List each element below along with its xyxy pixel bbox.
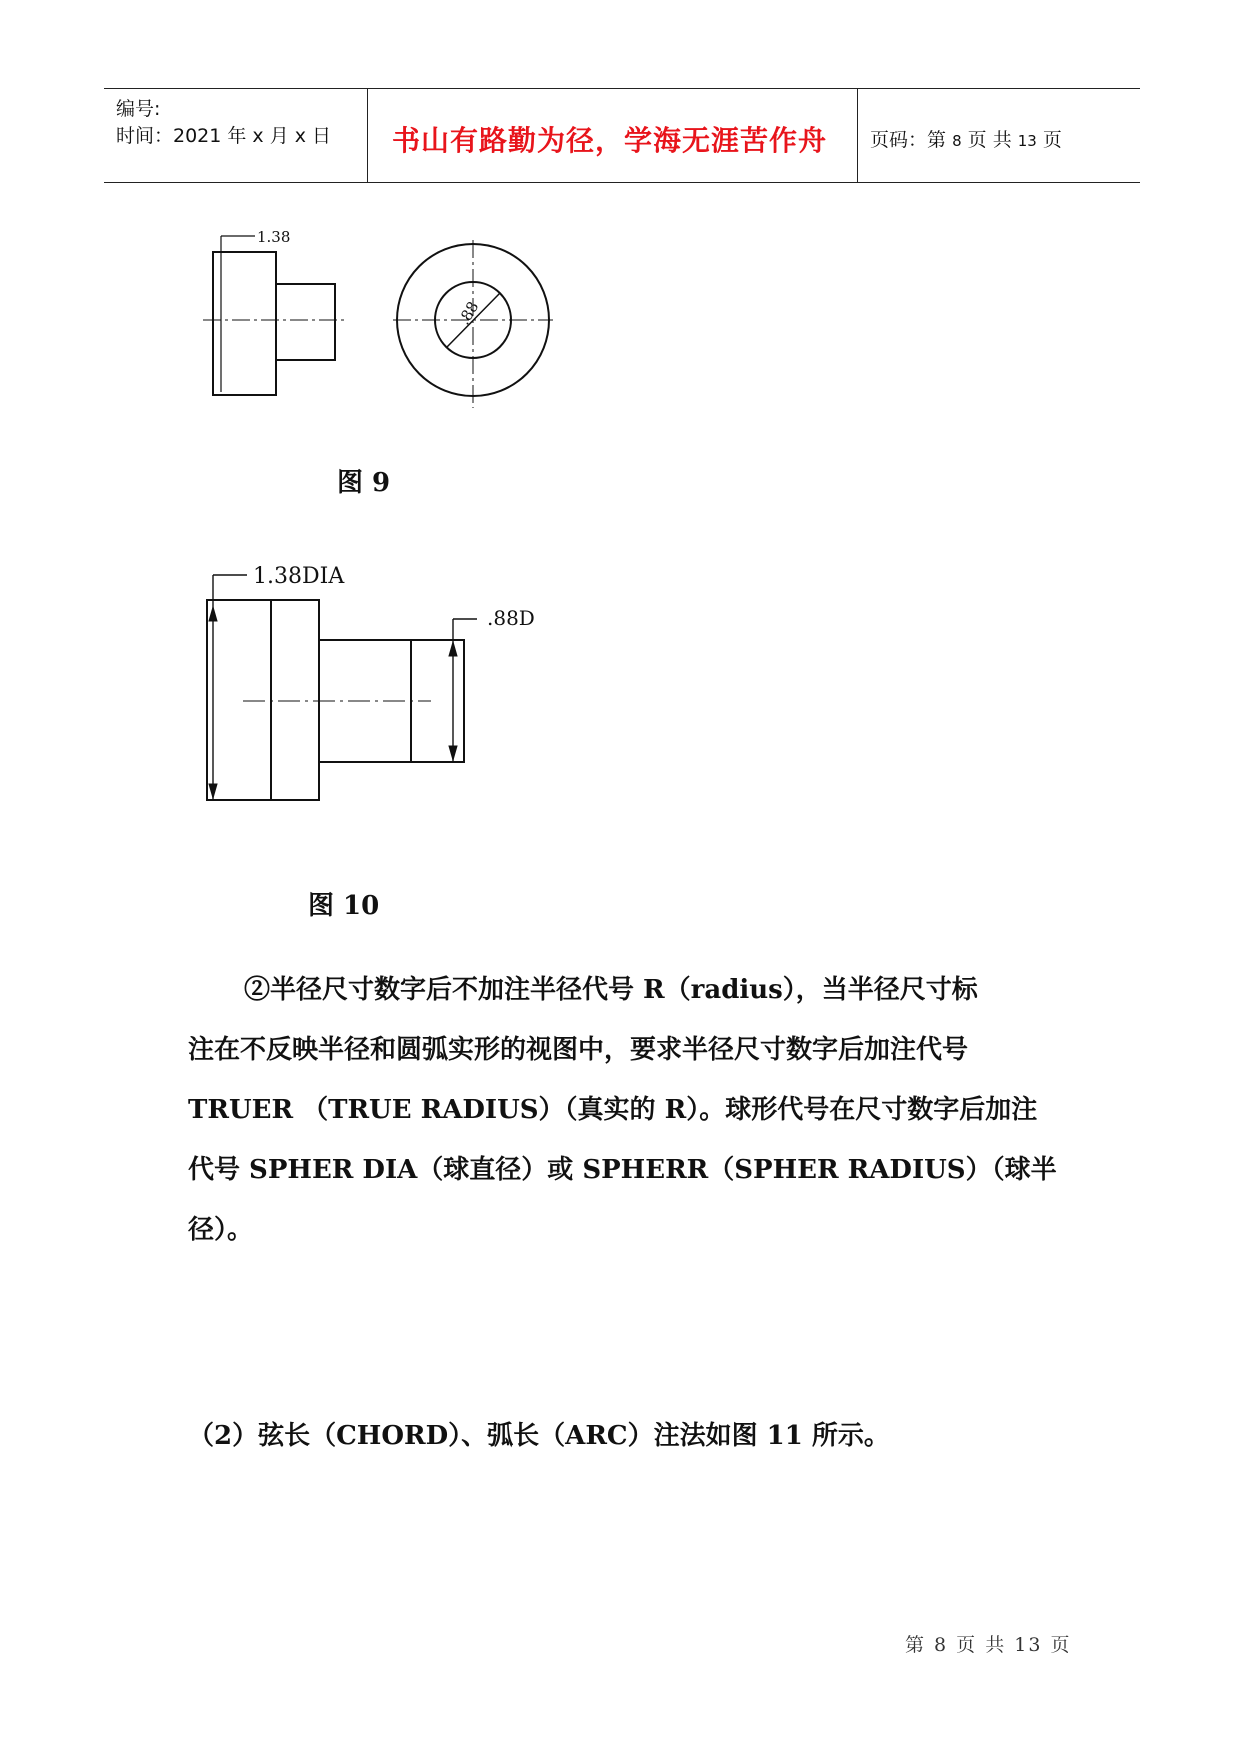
flange-outline (207, 600, 319, 800)
paragraph-chord-arc (188, 1406, 1068, 1466)
fig10-dim-small: .88D (487, 606, 535, 630)
page-suffix: 页 (1042, 129, 1062, 151)
fig9-dim-label: 1.38 (257, 228, 291, 246)
motto: 书山有路勤为径，学海无涯苦作舟 (392, 124, 828, 157)
page-mid: 页 共 (967, 129, 1012, 151)
flange-outline (213, 252, 276, 395)
page-indicator (870, 125, 1062, 152)
fig9-circle-label: .88 (454, 298, 483, 328)
paragraph-radius (188, 960, 1068, 1260)
page-current: 8 (952, 132, 962, 150)
header-top-rule (104, 88, 1140, 89)
time-label: 时间：2021 年 x 月 x 日 (116, 125, 332, 147)
paragraph-line: （2）弦长（CHORD）、弧长（ARC）注法如图 11 所示。 (188, 1421, 890, 1451)
fig10-dim-big: 1.38DIA (253, 564, 345, 589)
serial-label: 编号: (116, 98, 161, 120)
page-prefix: 页码：第 (870, 129, 947, 151)
page-footer: 第 8 页 共 13 页 (905, 1634, 1072, 1656)
paragraph-line: 代号 SPHER DIA（球直径）或 SPHERR（SPHER RADIUS）（球半径）。 (188, 1155, 1057, 1245)
figure-9-caption: 图 9 (337, 468, 391, 498)
paragraph-line: TRUER （TRUE RADIUS）（真实的 R）。球形代号在尺寸数字后加注 (188, 1095, 1038, 1125)
figure-9-drawing (195, 220, 555, 415)
figure-10-caption: 图 10 (308, 891, 380, 921)
shaft-outline (276, 284, 335, 360)
paragraph-line: ②半径尺寸数字后不加注半径代号 R（radius），当半径尺寸标 (244, 975, 978, 1005)
figure-10-drawing (195, 555, 575, 815)
paragraph-line: 注在不反映半径和圆弧实形的视图中，要求半径尺寸数字后加注代号 (188, 1035, 969, 1065)
page-total: 13 (1017, 132, 1037, 150)
header-bottom-rule (104, 182, 1140, 183)
header-divider-2 (857, 88, 858, 183)
header-divider-1 (367, 88, 368, 183)
